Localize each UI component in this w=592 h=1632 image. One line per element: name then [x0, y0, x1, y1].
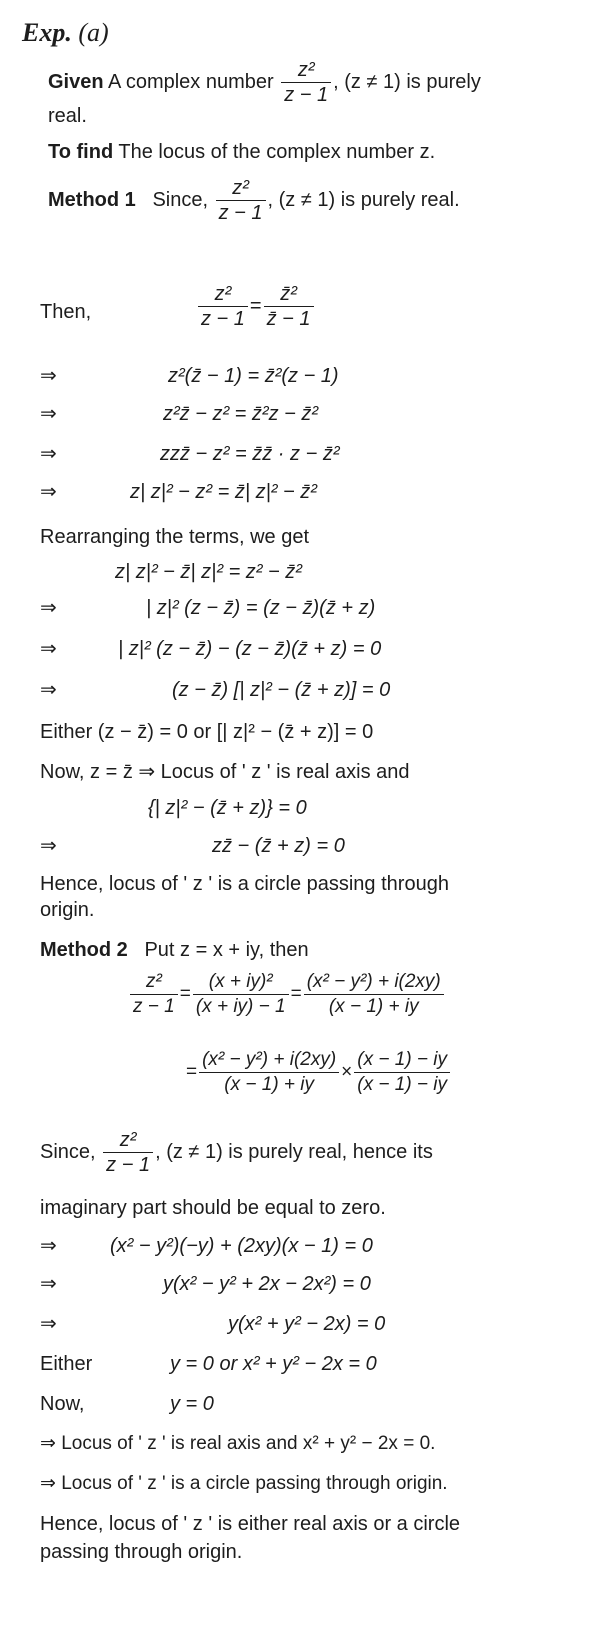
then-equation [196, 282, 316, 331]
either-line: Either (z − z̄) = 0 or [| z|² − (z̄ + z)] = 0 [40, 721, 374, 743]
m2-frac-2-num: (x + iy)² [193, 970, 289, 995]
method1-frac-num: z² [216, 176, 266, 201]
to-find-text: The locus of the complex number z. [118, 141, 436, 163]
m2-step-1: (x² − y²)(−y) + (2xy)(x − 1) = 0 [110, 1235, 373, 1257]
then-equals: = [249, 294, 262, 317]
implies-arrow: ⇒ [40, 481, 57, 503]
equals-sign: = [186, 1061, 198, 1083]
then-lhs-fraction [198, 282, 248, 331]
m2-now-equation: y = 0 [170, 1393, 214, 1415]
m2-expansion-1 [128, 970, 446, 1019]
m2-since-line [40, 1128, 433, 1177]
exp-label: Exp. [22, 18, 72, 47]
m2-hence-line1: Hence, locus of ' z ' is either real axis or a circle [40, 1513, 461, 1535]
implies-arrow: ⇒ [40, 1273, 57, 1295]
to-find-line [48, 140, 435, 164]
m2-since: Since, [40, 1140, 96, 1163]
m2-step-2: y(x² − y² + 2x − 2x²) = 0 [163, 1273, 371, 1295]
m2-frac-1 [130, 970, 178, 1019]
m2-either-equation: y = 0 or x² + y² − 2x = 0 [170, 1353, 377, 1375]
method2-label: Method 2 [40, 939, 128, 961]
then-rhs-fraction [264, 282, 314, 331]
to-find-label: To find [48, 141, 114, 163]
brace-equation: {| z|² − (z̄ + z)} = 0 [148, 797, 307, 819]
m1-step-2: z²z̄ − z² = z̄²z − z̄² [163, 403, 319, 425]
m2-frac-4-num: (x² − y²) + i(2xy) [199, 1048, 339, 1073]
implies-arrow: ⇒ [40, 365, 57, 387]
implies-arrow: ⇒ [40, 679, 57, 701]
m2-frac-4-den: (x − 1) + iy [224, 1074, 315, 1095]
m1-step-7: (z − z̄) [| z|² − (z̄ + z)] = 0 [172, 679, 391, 701]
given-frac-den: z − 1 [284, 84, 329, 106]
m2-frac-1-num: z² [130, 970, 178, 995]
implies-arrow: ⇒ [40, 403, 57, 425]
method1-since: Since, [152, 188, 209, 211]
rearranging-text: Rearranging the terms, we get [40, 526, 310, 548]
m2-conclusion-1: ⇒ Locus of ' z ' is real axis and x² + y² − 2x = 0. [40, 1433, 436, 1454]
m2-since-fraction [103, 1128, 153, 1177]
implies-arrow: ⇒ [40, 1235, 57, 1257]
implies-arrow: ⇒ [40, 638, 57, 660]
rearranged-equation: z| z|² − z̄| z|² = z² − z̄² [115, 561, 302, 583]
exp-option: (a) [78, 18, 109, 47]
method2-put: Put z = x + iy, then [144, 939, 309, 961]
given-frac-num: z² [281, 58, 331, 83]
m1-step-1: z²(z̄ − 1) = z̄²(z − 1) [168, 365, 339, 387]
m2-since-num: z² [103, 1128, 153, 1153]
then-lhs-num: z² [198, 282, 248, 307]
given-text: A complex number [108, 70, 274, 93]
m2-frac-3 [304, 970, 444, 1019]
m1-step-5: | z|² (z − z̄) = (z − z̄)(z̄ + z) [146, 597, 376, 619]
method1-label: Method 1 [48, 188, 136, 211]
m2-either-label: Either [40, 1353, 93, 1375]
method1-cond: , (z ≠ 1) is purely real. [267, 188, 460, 211]
m2-frac-5-den: (x − 1) − iy [357, 1074, 448, 1095]
implies-arrow: ⇒ [40, 835, 57, 857]
m2-frac-3-num: (x² − y²) + i(2xy) [304, 970, 444, 995]
m1-step-3: zzz̄ − z² = z̄z̄ · z − z̄² [160, 443, 340, 465]
m2-step-3: y(x² + y² − 2x) = 0 [228, 1313, 386, 1335]
method1-line [48, 176, 460, 225]
given-fraction [281, 58, 331, 107]
m2-now-label: Now, [40, 1393, 85, 1415]
implies-arrow: ⇒ [40, 443, 57, 465]
m2-frac-4 [199, 1048, 339, 1097]
m2-expansion-2 [186, 1048, 452, 1097]
equals-sign: = [290, 983, 302, 1005]
then-rhs-den: z̄ − 1 [266, 308, 311, 330]
m2-since-den: z − 1 [106, 1154, 151, 1176]
m2-frac-5 [354, 1048, 450, 1097]
m1-step-6: | z|² (z − z̄) − (z − z̄)(z̄ + z) = 0 [118, 638, 382, 660]
m2-frac-1-den: z − 1 [133, 996, 175, 1017]
m2-since-cond: , (z ≠ 1) is purely real, hence its [155, 1140, 433, 1163]
then-rhs-num: z̄² [264, 282, 314, 307]
implies-arrow: ⇒ [40, 597, 57, 619]
m2-conclusion-2: ⇒ Locus of ' z ' is a circle passing through origin. [40, 1473, 448, 1494]
m2-frac-3-den: (x − 1) + iy [328, 996, 419, 1017]
m1-hence-line2: origin. [40, 899, 95, 921]
then-lhs-den: z − 1 [201, 308, 245, 330]
m2-frac-2-den: (x + iy) − 1 [195, 996, 286, 1017]
method1-frac-den: z − 1 [218, 202, 263, 224]
now-line: Now, z = z̄ ⇒ Locus of ' z ' is real axis and [40, 761, 410, 783]
m1-step-4: z| z|² − z² = z̄| z|² − z̄² [130, 481, 317, 503]
implies-arrow: ⇒ [40, 1313, 57, 1335]
m1-final-step: zz̄ − (z̄ + z) = 0 [212, 835, 345, 857]
method2-line [40, 938, 309, 962]
given-cond: , (z ≠ 1) is purely [333, 70, 481, 93]
m2-frac-5-num: (x − 1) − iy [354, 1048, 450, 1073]
given-line-2: real. [48, 105, 87, 127]
equals-sign: = [179, 983, 191, 1005]
then-label: Then, [40, 301, 92, 323]
given-line [48, 58, 481, 107]
exp-header [22, 18, 109, 48]
given-label: Given [48, 70, 104, 93]
m1-hence-line1: Hence, locus of ' z ' is a circle passing through [40, 873, 449, 895]
m2-frac-2 [193, 970, 289, 1019]
m2-imaginary-line: imaginary part should be equal to zero. [40, 1197, 386, 1219]
times-sign: × [341, 1061, 353, 1083]
m2-hence-line2: passing through origin. [40, 1541, 243, 1563]
method1-fraction [216, 176, 266, 225]
